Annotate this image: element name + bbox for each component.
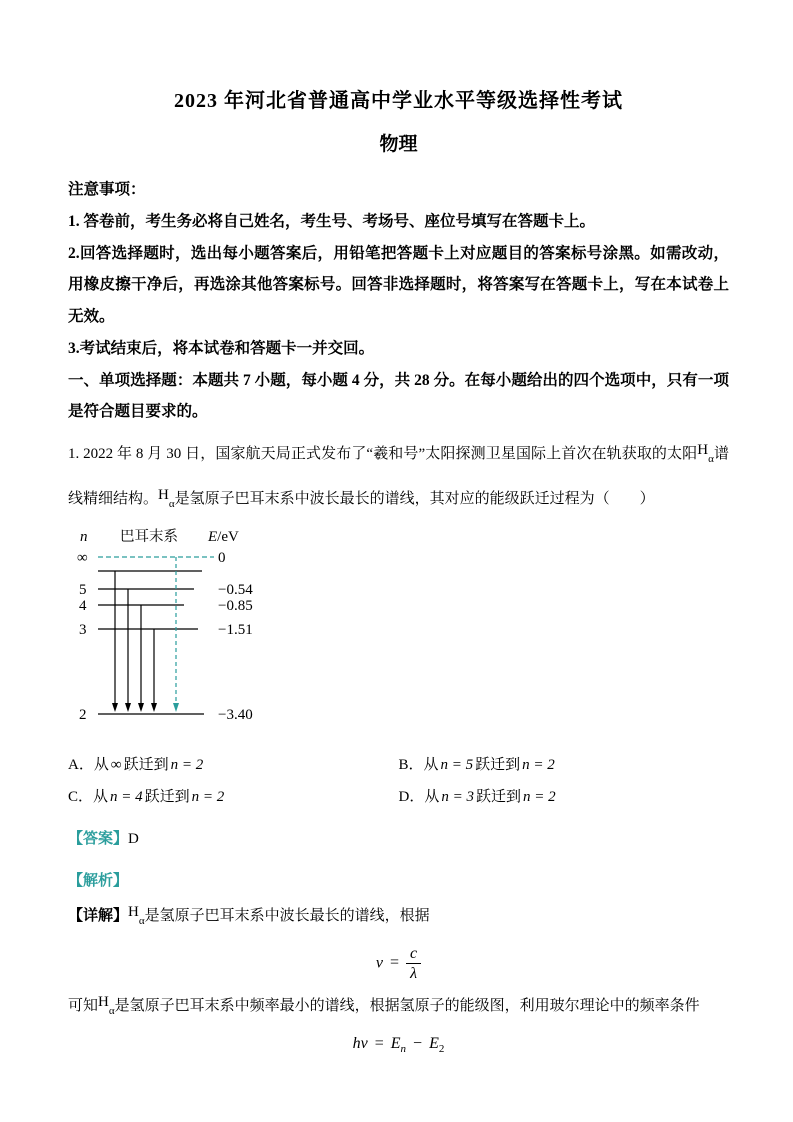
arrow-head-4 xyxy=(151,703,157,712)
level-label-3: 3 xyxy=(79,622,87,639)
E-2-symbol: E xyxy=(429,1034,439,1052)
exam-title: 2023 年河北省普通高中学业水平等级选择性考试 xyxy=(174,90,623,112)
E-n-symbol: E xyxy=(390,1034,401,1052)
question-1-part1: 1. 2022 年 8 月 30 日，国家航天局正式发布了“羲和号”太阳探测卫星国际上首次在轨获取的太阳 xyxy=(68,446,698,463)
E-2-subscript: 2 xyxy=(438,1042,445,1055)
notice-item-2: 2.回答选择题时，选出每小题答案后，用铅笔把答题卡上对应题目的答案标号涂黑。如需改动，用橡皮擦干净后，再选涂其他答案标号。回答非选择题时，将答案写在答题卡上，写在本试卷上无效。 xyxy=(68,244,729,326)
answer-line xyxy=(68,822,729,857)
detail-line-1 xyxy=(68,899,729,934)
option-b: B．从 n = 5 跃迁到 n = 2 xyxy=(398,757,555,774)
h-alpha-symbol: $H_\alpha$ xyxy=(158,487,175,511)
h-alpha-symbol: $H_\alpha$ xyxy=(98,994,115,1018)
energy-value-085: −0.85 xyxy=(218,598,253,615)
energy-value-151: −1.51 xyxy=(218,622,253,639)
options-group xyxy=(68,749,729,814)
formula-frequency xyxy=(68,944,729,983)
answer-label: 【答案】 xyxy=(68,830,129,847)
section-heading: 一、单项选择题：本题共 7 小题，每小题 4 分，共 28 分。在每小题给出的四个选项中，只有一项是符合题目要求的。 xyxy=(68,371,729,421)
diagram-energy-axis-label: E/eV xyxy=(208,529,239,546)
options-row-2 xyxy=(68,781,729,813)
option-d: D．从 n = 3 跃迁到 n = 2 xyxy=(398,789,556,806)
option-a: A．从 ∞ 跃迁到 n = 2 xyxy=(68,757,204,774)
h-alpha-symbol: $H_\alpha$ xyxy=(697,442,714,466)
analysis-line xyxy=(68,864,729,899)
h-nu-symbol: hν xyxy=(352,1034,368,1052)
diagram-series-label: 巴耳末系 xyxy=(120,529,178,546)
energy-level-diagram xyxy=(70,524,729,741)
notice-item-1: 1. 答卷前，考生务必将自己姓名，考生号、考场号、座位号填写在答题卡上。 xyxy=(68,212,596,230)
energy-level-diagram-svg xyxy=(70,524,306,736)
exam-subject: 物理 xyxy=(379,134,418,155)
detail-label: 【详解】 xyxy=(68,907,129,924)
diagram-n-axis-label: n xyxy=(80,529,88,546)
detail-pre-2: 可知 xyxy=(68,998,99,1015)
arrow-head-infinity xyxy=(173,703,179,712)
answer-value: D xyxy=(128,830,139,847)
energy-level-lines xyxy=(98,557,214,714)
energy-value-0: 0 xyxy=(218,550,226,567)
level-label-2: 2 xyxy=(79,707,87,724)
notice-heading: 注意事项： xyxy=(68,181,146,198)
question-1-part2: 谱线精细结构。 xyxy=(68,446,729,508)
question-1-text xyxy=(68,432,729,522)
arrow-head-2 xyxy=(125,703,131,712)
arrow-head-1 xyxy=(112,703,118,712)
fraction-c-over-lambda: $\frac{c}{\lambda}$ xyxy=(406,944,421,983)
notice-item-3: 3.考试结束后，将本试卷和答题卡一并交回。 xyxy=(68,339,375,357)
detail-line-2 xyxy=(68,989,729,1024)
question-1-part3: 是氢原子巴耳末系中波长最长的谱线，其对应的能级跃迁过程为（ ） xyxy=(174,491,655,508)
options-row-1 xyxy=(68,749,729,781)
level-label-4: 4 xyxy=(79,598,87,615)
arrow-head-3 xyxy=(138,703,144,712)
equals-sign: = xyxy=(374,1034,384,1052)
energy-value-340: −3.40 xyxy=(218,707,253,724)
level-label-5: 5 xyxy=(79,582,87,599)
detail-text-1: 是氢原子巴耳末系中波长最长的谱线，根据 xyxy=(144,907,430,924)
nu-symbol: ν xyxy=(375,954,383,972)
formula-energy xyxy=(68,1035,729,1055)
E-n-subscript: n xyxy=(400,1042,407,1055)
equals-sign: = xyxy=(389,954,400,972)
detail-text-2: 是氢原子巴耳末系中频率最小的谱线，根据氢原子的能级图，利用玻尔理论中的频率条件 xyxy=(114,998,700,1015)
minus-sign: − xyxy=(413,1034,423,1052)
option-c: C．从 n = 4 跃迁到 n = 2 xyxy=(68,789,225,806)
arrow-heads xyxy=(112,703,179,712)
h-alpha-symbol: $H_\alpha$ xyxy=(128,903,145,927)
analysis-label: 【解析】 xyxy=(68,873,129,890)
level-label-infinity: ∞ xyxy=(77,550,88,567)
energy-value-054: −0.54 xyxy=(218,582,253,599)
